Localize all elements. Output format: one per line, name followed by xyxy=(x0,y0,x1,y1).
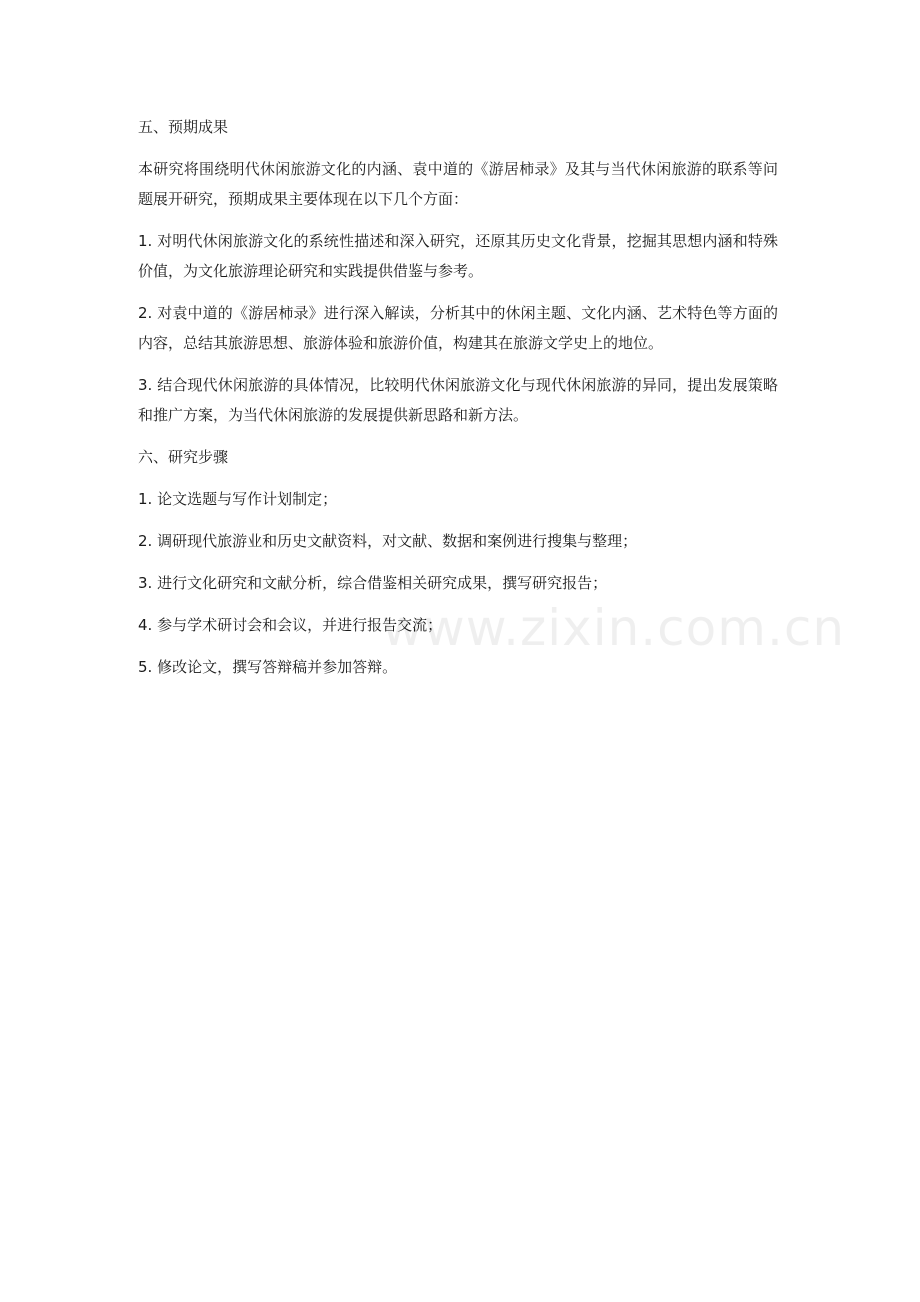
section-6-step-2: 2. 调研现代旅游业和历史文献资料，对文献、数据和案例进行搜集与整理； xyxy=(138,532,638,550)
section-5-item-1: 1. 对明代休闲旅游文化的系统性描述和深入研究，还原其历史文化背景，挖掘其思想内涵和特殊价值，为文化旅游理论研究和实践提供借鉴与参考。 xyxy=(138,232,778,280)
section-5-item-2: 2. 对袁中道的《游居柿录》进行深入解读，分析其中的休闲主题、文化内涵、艺术特色等方面的内容，总结其旅游思想、旅游体验和旅游价值，构建其在旅游文学史上的地位。 xyxy=(138,304,778,352)
section-6-step-1: 1. 论文选题与写作计划制定； xyxy=(138,490,338,508)
section-5-heading: 五、预期成果 xyxy=(138,118,229,136)
section-5-intro: 本研究将围绕明代休闲旅游文化的内涵、袁中道的《游居柿录》及其与当代休闲旅游的联系等问题展开研究，预期成果主要体现在以下几个方面： xyxy=(138,160,778,208)
section-6-step-5: 5. 修改论文，撰写答辩稿并参加答辩。 xyxy=(138,658,398,676)
section-6-step-4: 4. 参与学术研讨会和会议，并进行报告交流； xyxy=(138,616,443,634)
watermark: www.zixin.com.cn xyxy=(382,599,846,657)
section-6-heading: 六、研究步骤 xyxy=(138,448,229,466)
section-5-item-3: 3. 结合现代休闲旅游的具体情况，比较明代休闲旅游文化与现代休闲旅游的异同，提出发展策略和推广方案，为当代休闲旅游的发展提供新思路和新方法。 xyxy=(138,376,778,424)
section-6-step-3: 3. 进行文化研究和文献分析，综合借鉴相关研究成果，撰写研究报告； xyxy=(138,574,608,592)
